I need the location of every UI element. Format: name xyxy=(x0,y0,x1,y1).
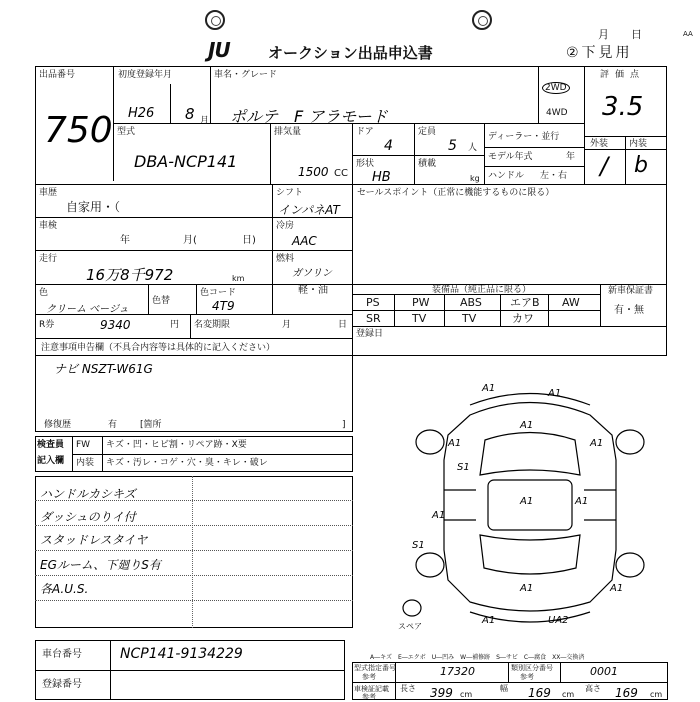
damage-mark-3: A1 xyxy=(520,420,534,431)
height-unit: cm xyxy=(650,690,663,699)
chassis-value: NCP141-9134229 xyxy=(120,646,243,662)
vehicle-name-label: 車名・グレード xyxy=(214,70,278,80)
notes-value: ナビ NSZT-W61G xyxy=(54,362,153,376)
note-line-3: スタッドレスタイヤ xyxy=(40,533,148,547)
equip-abs: ABS xyxy=(460,296,482,309)
interior-label: 内装 xyxy=(629,139,648,149)
rating-score: 3.5 xyxy=(602,92,644,122)
damage-mark-9: A1 xyxy=(520,583,534,594)
cooling-value: AAC xyxy=(292,234,317,248)
inspection-month-label: 月( xyxy=(183,235,197,246)
vehicle-name-value: ポルテ F アラモード xyxy=(230,107,388,126)
equipment-label: 装備品（純正品に限る） xyxy=(432,285,532,295)
load-label: 積載 xyxy=(418,159,437,169)
width-label: 幅 xyxy=(500,684,508,693)
inspector-label-1: 検査員 xyxy=(37,440,65,450)
fw-text: キズ・凹・ヒビ割・リペア跡・X要 xyxy=(106,440,247,450)
color-code-label: 色コード xyxy=(200,288,237,298)
drive-4wd: 4WD xyxy=(546,108,568,118)
doors-label: ドア xyxy=(356,127,374,137)
damage-mark-10: A1 xyxy=(610,583,624,594)
ju-logo: JU xyxy=(208,38,230,62)
fuel-label: 燃料 xyxy=(276,254,295,264)
shape-label: 形状 xyxy=(356,159,375,169)
equip-tv-1: TV xyxy=(412,312,427,325)
damage-legend: A―キズ E―エクボ U―凹み W―補修跡 S―サビ C―腐食 XX―交換済 xyxy=(370,654,585,661)
capacity-value: 5 xyxy=(448,138,457,154)
shift-label: シフト xyxy=(276,188,304,198)
type-number-value: 17320 xyxy=(440,665,475,678)
color-label: 色 xyxy=(39,288,49,298)
displacement-value: 1500 xyxy=(298,165,329,179)
model-value: DBA-NCP141 xyxy=(134,152,238,171)
shift-value: インパネAT xyxy=(278,203,340,217)
equip-ps: PS xyxy=(366,296,380,309)
size-sub: 参考 xyxy=(362,693,376,701)
copy-label: ②下見用 xyxy=(566,45,633,61)
registration-label: 初度登録年月 xyxy=(118,70,173,80)
color-code-value: 4T9 xyxy=(212,299,235,313)
equip-airbag: エアB xyxy=(510,296,540,309)
doors-value: 4 xyxy=(384,138,393,154)
warranty-value: 有・無 xyxy=(614,305,644,316)
cooling-label: 冷房 xyxy=(276,221,295,231)
inspection-day-label: 日) xyxy=(242,235,256,246)
fuel-options: 軽・油 xyxy=(298,285,328,296)
damage-mark-11: S1 xyxy=(457,462,470,473)
renewal-month: 月 xyxy=(282,320,292,330)
handle-value: 左・右 xyxy=(540,171,568,181)
model-label: 型式 xyxy=(117,127,136,137)
color-change-label: 色替 xyxy=(152,296,171,306)
interior-check-text: キズ・汚レ・コゲ・穴・臭・キレ・破レ xyxy=(106,458,268,468)
mileage-unit: km xyxy=(232,274,245,283)
class-sub: 参考 xyxy=(520,673,534,681)
lot-number: 750 xyxy=(44,110,113,151)
registration-year: H26 xyxy=(128,106,155,121)
punch-hole-left xyxy=(205,10,225,30)
damage-mark-8: A1 xyxy=(432,510,446,521)
fuel-value: ガソリン xyxy=(292,268,332,279)
notes-label: 注意事項申告欄（不具合内容等は具体的に記入ください） xyxy=(41,343,276,353)
recycle-label: R券 xyxy=(39,320,55,330)
width-value: 169 xyxy=(528,686,551,700)
inspector-label-2: 記入欄 xyxy=(37,456,65,466)
form-title: オークション出品申込書 xyxy=(268,44,433,62)
chassis-label: 車台番号 xyxy=(42,649,82,660)
damage-mark-5: A1 xyxy=(590,438,604,449)
height-value: 169 xyxy=(615,686,638,700)
damage-mark-13: A1 xyxy=(482,615,496,626)
registration-month: 8 xyxy=(185,105,195,123)
type-number-label: 型式指定番号 xyxy=(354,664,396,672)
damage-mark-6: A1 xyxy=(520,496,534,507)
interior-check-label: 内装 xyxy=(76,458,95,468)
registration-month-unit: 月 xyxy=(200,116,210,126)
length-value: 399 xyxy=(430,686,453,700)
warranty-label: 新車保証書 xyxy=(608,286,654,296)
mileage-label: 走行 xyxy=(39,254,58,264)
note-line-4: EGルーム、下廻りS有 xyxy=(40,558,161,572)
equip-pw: PW xyxy=(412,296,430,309)
exterior-label: 外装 xyxy=(590,139,609,149)
repair-end: ] xyxy=(342,420,346,430)
damage-mark-1: A1 xyxy=(482,383,496,394)
color-value: クリーム ベージュ xyxy=(46,304,129,315)
equip-aw: AW xyxy=(562,296,580,309)
handle-label: ハンドル xyxy=(488,171,525,181)
inspection-year-label: 年 xyxy=(120,235,130,246)
rating-label: 評価点 xyxy=(600,70,646,80)
history-value: 自家用・（ xyxy=(66,200,121,214)
capacity-label: 定員 xyxy=(418,127,437,137)
history-label: 車歴 xyxy=(39,188,58,198)
date-suffix: AA xyxy=(683,30,693,38)
damage-mark-4: A1 xyxy=(448,438,462,449)
mileage-value: 16万8千972 xyxy=(86,266,174,284)
repair-value: 有 xyxy=(108,420,118,430)
model-year-label: モデル年式 xyxy=(488,152,533,162)
note-line-5: 各A.U.S. xyxy=(40,582,89,596)
type-number-sub: 参考 xyxy=(362,673,376,681)
dealer-label: ディーラー・並行 xyxy=(488,132,560,142)
capacity-unit: 人 xyxy=(468,143,478,153)
registration-date-label: 登録日 xyxy=(356,329,384,339)
damage-mark-12: S1 xyxy=(412,540,425,551)
size-label: 車検証記載 xyxy=(354,685,389,693)
height-label: 高さ xyxy=(585,684,601,693)
length-unit: cm xyxy=(460,690,473,699)
damage-mark-7: A1 xyxy=(575,496,589,507)
exterior-value: / xyxy=(600,152,609,180)
equip-sr: SR xyxy=(366,312,381,325)
drive-2wd: 2WD xyxy=(542,82,570,94)
recycle-unit: 円 xyxy=(170,320,180,330)
damage-mark-2: A1 xyxy=(548,388,562,399)
shape-value: HB xyxy=(372,170,391,185)
notes-frame xyxy=(35,338,353,432)
spare-label: スペア xyxy=(398,622,422,631)
class-value: 0001 xyxy=(590,665,618,678)
displacement-unit: CC xyxy=(334,168,348,179)
repair-label: 修復歴 xyxy=(44,420,72,430)
lot-label: 出品番号 xyxy=(39,70,76,80)
inspection-label: 車検 xyxy=(39,221,58,231)
repair-location: [箇所 xyxy=(140,420,162,430)
length-label: 長さ xyxy=(400,684,416,693)
load-unit: kg xyxy=(470,174,480,183)
punch-hole-right xyxy=(472,10,492,30)
displacement-label: 排気量 xyxy=(274,127,302,137)
equip-leather: カワ xyxy=(512,312,534,325)
interior-value: b xyxy=(634,153,648,178)
note-line-1: ハンドルカシキズ xyxy=(40,487,136,501)
plate-label: 登録番号 xyxy=(42,679,82,690)
renewal-day: 日 xyxy=(338,320,348,330)
width-unit: cm xyxy=(562,690,575,699)
damage-mark-14: UA2 xyxy=(548,615,569,626)
note-line-2: ダッシュのりイ付 xyxy=(40,510,136,524)
fw-label: FW xyxy=(76,440,91,450)
sales-points-label: セールスポイント（正常に機能するものに限る） xyxy=(357,188,555,198)
model-year-unit: 年 xyxy=(566,152,576,162)
renewal-label: 名変期限 xyxy=(194,320,231,330)
equip-tv-2: TV xyxy=(462,312,477,325)
class-label: 類別区分番号 xyxy=(511,664,553,672)
recycle-value: 9340 xyxy=(100,318,131,332)
date-label: 月 日 xyxy=(598,28,642,41)
